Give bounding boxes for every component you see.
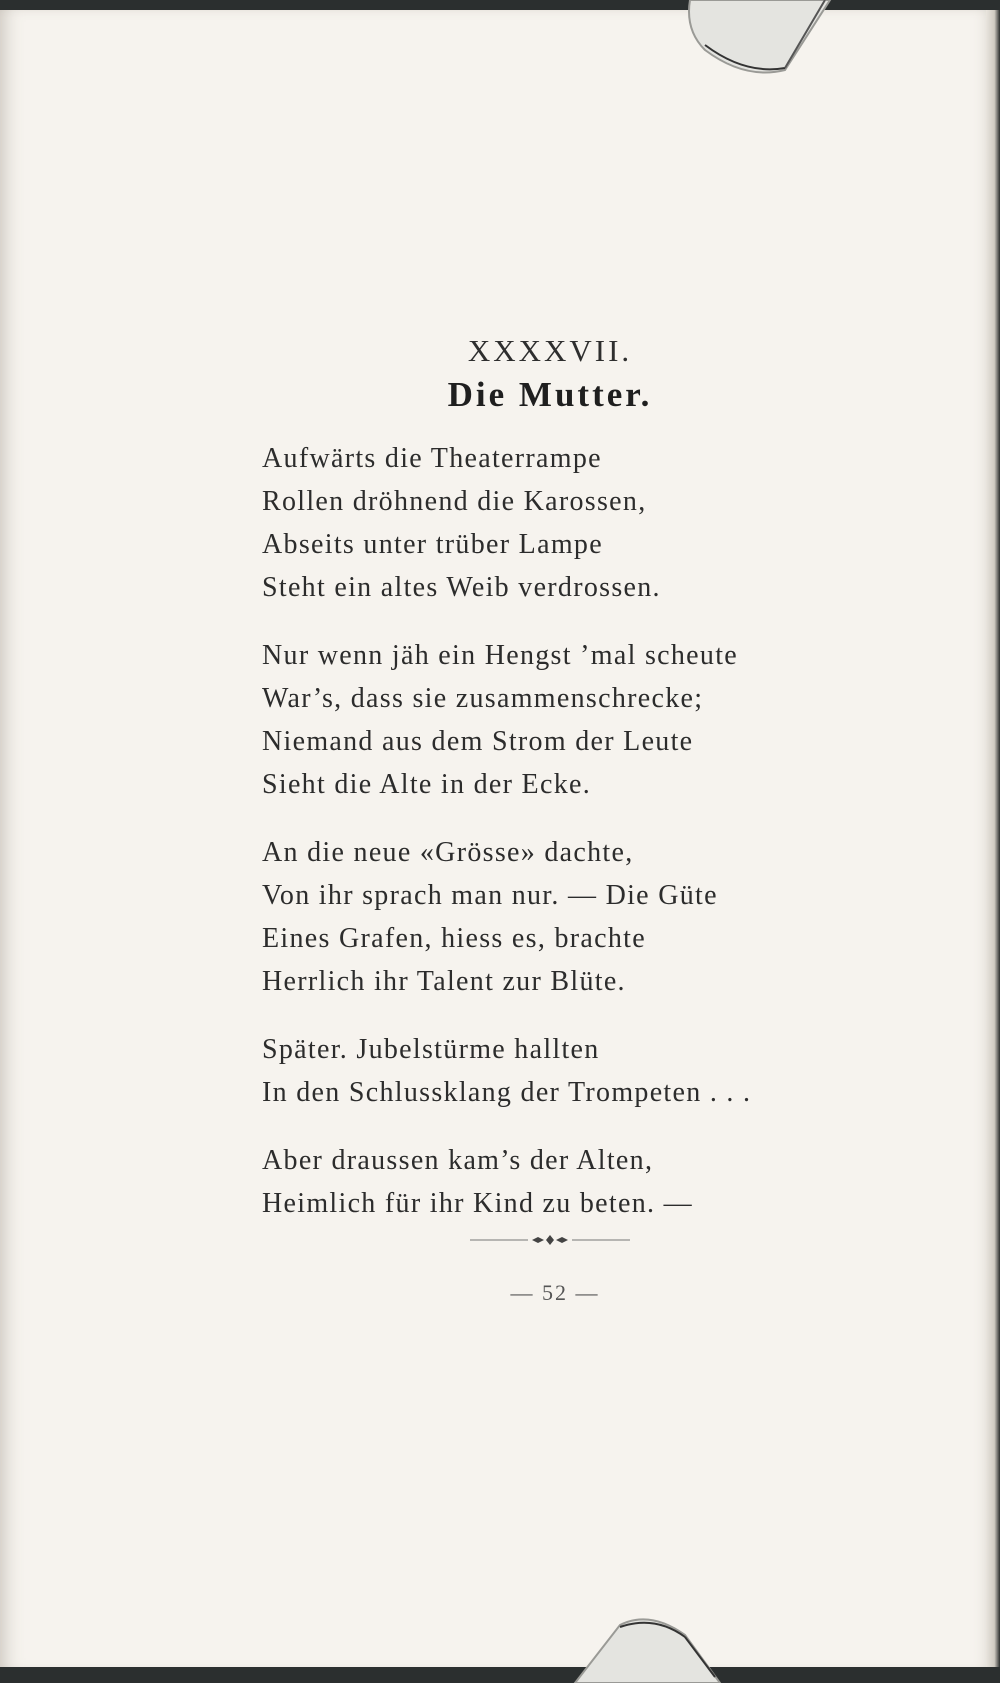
poem-line: Sieht die Alte in der Ecke. [262,769,592,800]
bottom-dark-band [0,1667,1000,1683]
poem-line: In den Schlussklang der Trompeten . . . [262,1077,752,1108]
stanza-5 [262,1139,862,1225]
page-number: — 52 — [510,1280,600,1305]
poem-line: Von ihr sprach man nur. — Die Güte [262,880,718,911]
poem-line: Heimlich für ihr Kind zu beten. — [262,1188,693,1219]
poem-line: Herrlich ihr Talent zur Blüte. [262,966,626,997]
stanza-4 [262,1028,862,1114]
poem-line: War’s, dass sie zusammenschrecke; [262,683,704,714]
poem-number: XXXXVII. [467,333,633,368]
bottom-page-clip-icon [565,1605,725,1683]
poem-title: Die Mutter. [447,375,653,414]
poem-line: Eines Grafen, hiess es, brachte [262,923,646,954]
poem-line: Niemand aus dem Strom der Leute [262,726,694,757]
poem-line: Nur wenn jäh ein Hengst ’mal scheute [262,640,739,671]
poem-line: An die neue «Grösse» dachte, [262,837,634,868]
poem-line: Aufwärts die Theaterrampe [262,443,602,474]
poem-line: Aber draussen kam’s der Alten, [262,1145,654,1176]
poem-body [262,437,862,1250]
poem-line: Steht ein altes Weib verdrossen. [262,572,661,603]
poem-line: Rollen dröhnend die Karossen, [262,486,647,517]
stanza-3 [262,831,862,1003]
stanza-1 [262,437,862,609]
page-edge [986,10,1000,1670]
top-page-clip-icon [685,0,835,80]
stanza-2 [262,634,862,806]
poem-line: Später. Jubelstürme hallten [262,1034,600,1065]
ornament-divider-icon [470,1232,630,1248]
poem-line: Abseits unter trüber Lampe [262,529,603,560]
